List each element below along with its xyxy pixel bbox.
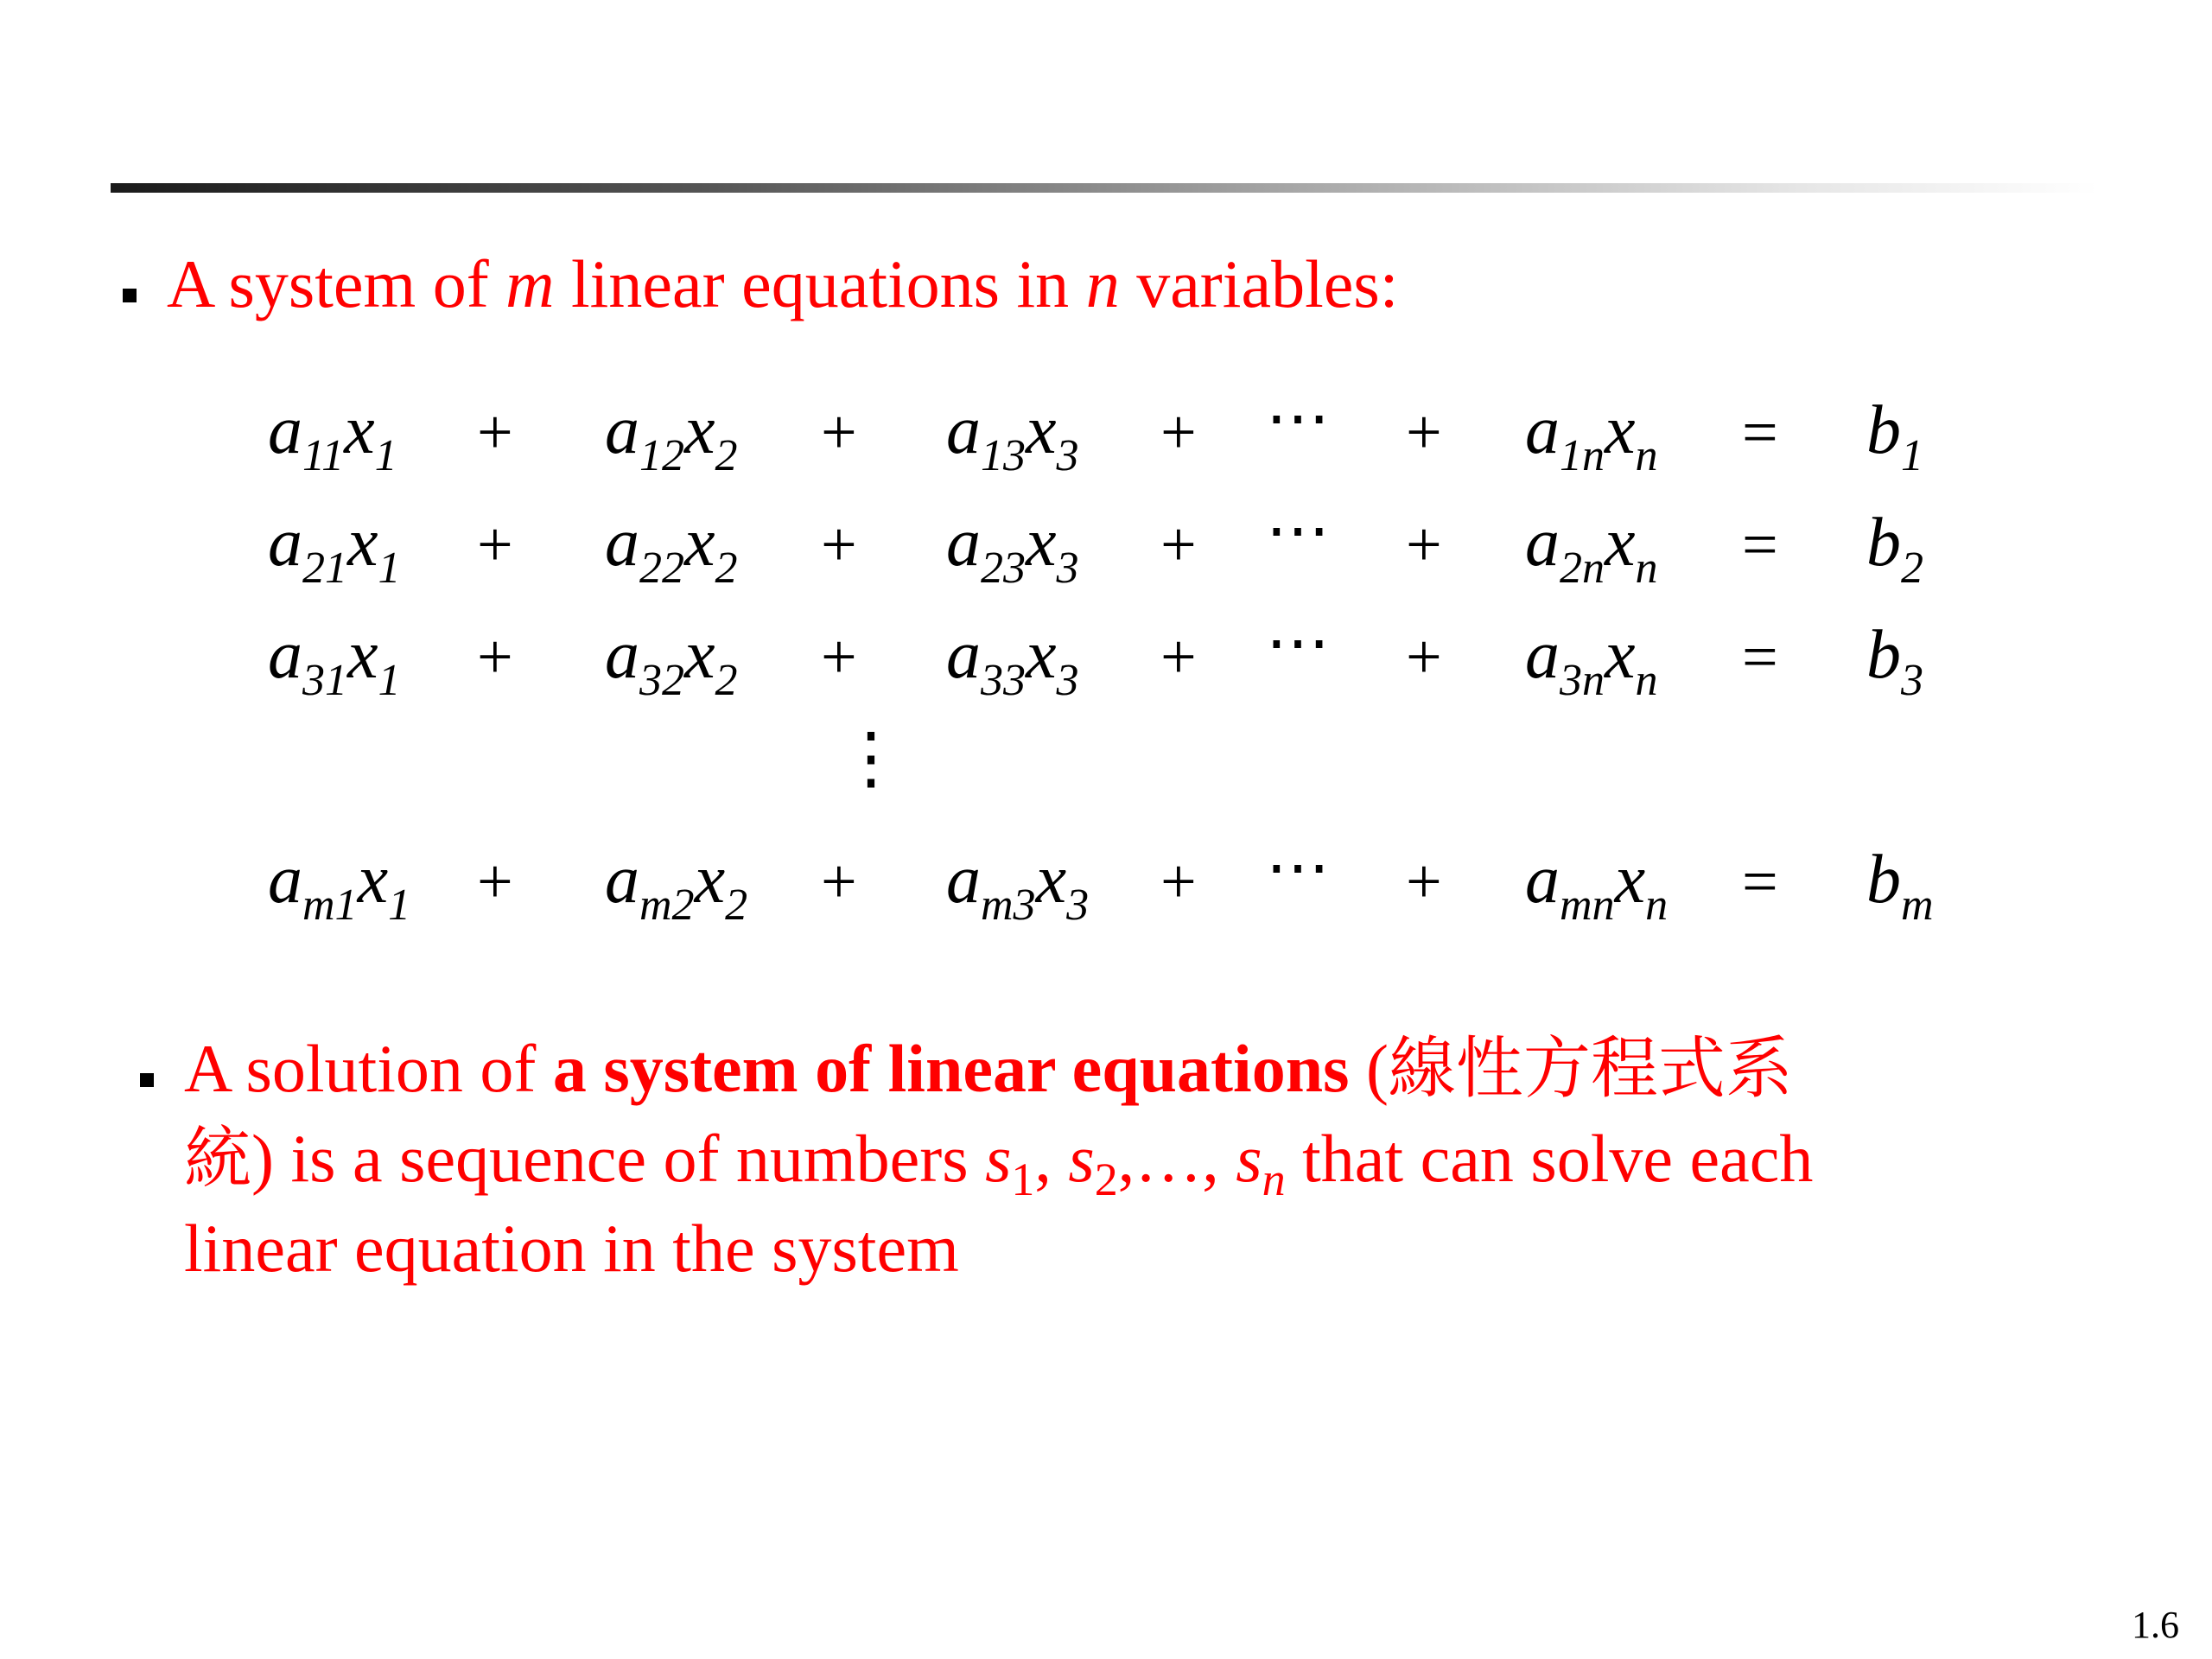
coef-a: a [605, 392, 639, 468]
coef-index: 22 [639, 543, 684, 593]
coef-a: a [1525, 505, 1560, 581]
var-x: x [1026, 505, 1057, 581]
coef-a: a [946, 842, 981, 918]
coef-index: 12 [639, 430, 684, 480]
var-m: m [505, 246, 555, 321]
vertical-ellipsis: ⋮ [836, 721, 906, 797]
equation-term [1525, 505, 1658, 593]
var-index: 2 [715, 543, 738, 593]
ellipsis: ⋯ [1266, 833, 1330, 904]
coef-index: 23 [981, 543, 1026, 593]
const-index: 2 [1901, 543, 1923, 593]
bold-term: a system of linear equations [552, 1031, 1350, 1106]
equation-term [605, 505, 738, 593]
equation-term [268, 392, 397, 480]
coef-a: a [946, 392, 981, 468]
coef-index: 1n [1560, 430, 1605, 480]
var-x: x [1035, 842, 1067, 918]
const-b: b [1866, 842, 1901, 918]
plus-sign: + [1406, 847, 1442, 918]
equation-term [605, 617, 738, 705]
plus-sign: + [1160, 847, 1197, 918]
coef-a: a [1525, 842, 1560, 918]
equation-term [1525, 842, 1669, 930]
var-index: 2 [715, 655, 738, 705]
bullet-2-line-1 [184, 1031, 1793, 1106]
bullet-2-part: linear equation in the system [184, 1211, 959, 1286]
var-index: 3 [1066, 880, 1090, 930]
coef-a: a [1525, 392, 1560, 468]
equals-sign: = [1742, 510, 1778, 581]
coef-index: mn [1560, 880, 1615, 930]
const-b: b [1866, 392, 1901, 468]
var-index: 2 [725, 880, 748, 930]
equation-term [268, 617, 401, 705]
bullet-marker [123, 289, 137, 302]
bullet-1-part: linear equations in [554, 246, 1086, 321]
var-n: n [1085, 246, 1120, 321]
coef-index: m3 [981, 880, 1036, 930]
coef-a: a [605, 617, 639, 693]
plus-sign: + [1160, 397, 1197, 468]
coef-index: 32 [639, 655, 684, 705]
rhs-constant [1866, 392, 1923, 480]
bullet-2-part: A solution of [184, 1031, 553, 1106]
const-index: m [1901, 880, 1934, 930]
var-x: x [347, 617, 378, 693]
var-index: 3 [1056, 430, 1079, 480]
title-rule [111, 183, 2098, 193]
var-x: x [1026, 617, 1057, 693]
subscript: 2 [1094, 1154, 1118, 1206]
equation-term [946, 392, 1079, 480]
plus-sign: + [477, 397, 513, 468]
coef-a: a [268, 617, 302, 693]
var-index: 1 [378, 543, 401, 593]
bullet-1-part: A system of [167, 246, 506, 321]
var-x: x [1605, 505, 1636, 581]
coef-index: 3n [1560, 655, 1605, 705]
plus-sign: + [1406, 510, 1442, 581]
coef-index: 31 [302, 655, 347, 705]
plus-sign: + [1160, 622, 1197, 693]
equation-term [268, 842, 411, 930]
coef-a: a [946, 505, 981, 581]
rhs-constant [1866, 505, 1923, 593]
var-index: n [1635, 430, 1658, 480]
var-x: x [344, 392, 375, 468]
plus-sign: + [1160, 510, 1197, 581]
ellipsis: ⋯ [1266, 384, 1330, 454]
equation-term [946, 617, 1079, 705]
equation-term [946, 842, 1090, 930]
coef-index: 33 [981, 655, 1026, 705]
coef-a: a [268, 842, 302, 918]
var-index: n [1635, 543, 1658, 593]
var-index: n [1635, 655, 1658, 705]
coef-index: m1 [302, 880, 358, 930]
equals-sign: = [1742, 397, 1778, 468]
var-x: x [684, 392, 715, 468]
ellipsis: ⋯ [1266, 608, 1330, 679]
bullet-1-text [167, 246, 1399, 321]
equation-term [605, 392, 738, 480]
equals-sign: = [1742, 847, 1778, 918]
equation-term [1525, 617, 1658, 705]
coef-index: 2n [1560, 543, 1605, 593]
plus-sign: + [477, 622, 513, 693]
page-number: 1.6 [2132, 1604, 2179, 1646]
coef-index: 21 [302, 543, 347, 593]
var-s: s [1068, 1121, 1095, 1196]
bullet-2-part: 統) is a sequence of numbers [184, 1121, 986, 1196]
plus-sign: + [821, 622, 857, 693]
coef-index: 13 [981, 430, 1026, 480]
equation-term [1525, 392, 1658, 480]
var-x: x [684, 505, 715, 581]
equation-term [946, 505, 1079, 593]
var-x: x [1026, 392, 1057, 468]
bullet-1-part: variables: [1119, 246, 1399, 321]
ellipsis: ⋯ [1266, 496, 1330, 567]
var-s: s [985, 1121, 1012, 1196]
var-s: s [1236, 1121, 1262, 1196]
var-index: 1 [374, 430, 397, 480]
bullet-2-line-3 [184, 1211, 959, 1286]
subscript: n [1262, 1154, 1286, 1206]
var-x: x [1614, 842, 1646, 918]
var-index: 2 [715, 430, 738, 480]
var-index: 3 [1056, 655, 1079, 705]
separator: ,…, [1117, 1121, 1236, 1196]
var-index: 1 [378, 655, 401, 705]
var-index: 1 [388, 880, 411, 930]
const-b: b [1866, 617, 1901, 693]
bullet-2-part: (線性方程式系 [1349, 1031, 1793, 1106]
subscript: 1 [1011, 1154, 1035, 1206]
equals-sign: = [1742, 622, 1778, 693]
coef-a: a [268, 392, 302, 468]
plus-sign: + [821, 510, 857, 581]
separator: , [1034, 1121, 1069, 1196]
bullet-2-line-2 [184, 1121, 1814, 1206]
var-x: x [684, 617, 715, 693]
const-b: b [1866, 505, 1901, 581]
coef-index: m2 [639, 880, 695, 930]
var-x: x [357, 842, 389, 918]
var-x: x [694, 842, 726, 918]
coef-a: a [268, 505, 302, 581]
plus-sign: + [477, 847, 513, 918]
coef-a: a [1525, 617, 1560, 693]
plus-sign: + [1406, 397, 1442, 468]
plus-sign: + [821, 847, 857, 918]
rhs-constant [1866, 617, 1923, 705]
const-index: 3 [1901, 655, 1923, 705]
var-index: 3 [1056, 543, 1079, 593]
rhs-constant [1866, 842, 1934, 930]
bullet-2-part: that can solve each [1285, 1121, 1814, 1196]
coef-a: a [605, 842, 639, 918]
plus-sign: + [477, 510, 513, 581]
var-index: n [1645, 880, 1669, 930]
coef-index: 11 [302, 430, 345, 480]
var-x: x [1605, 392, 1636, 468]
var-x: x [1605, 617, 1636, 693]
coef-a: a [605, 505, 639, 581]
plus-sign: + [1406, 622, 1442, 693]
const-index: 1 [1901, 430, 1923, 480]
plus-sign: + [821, 397, 857, 468]
equation-term [605, 842, 748, 930]
equation-term [268, 505, 401, 593]
var-x: x [347, 505, 378, 581]
bullet-marker [140, 1073, 154, 1087]
coef-a: a [946, 617, 981, 693]
